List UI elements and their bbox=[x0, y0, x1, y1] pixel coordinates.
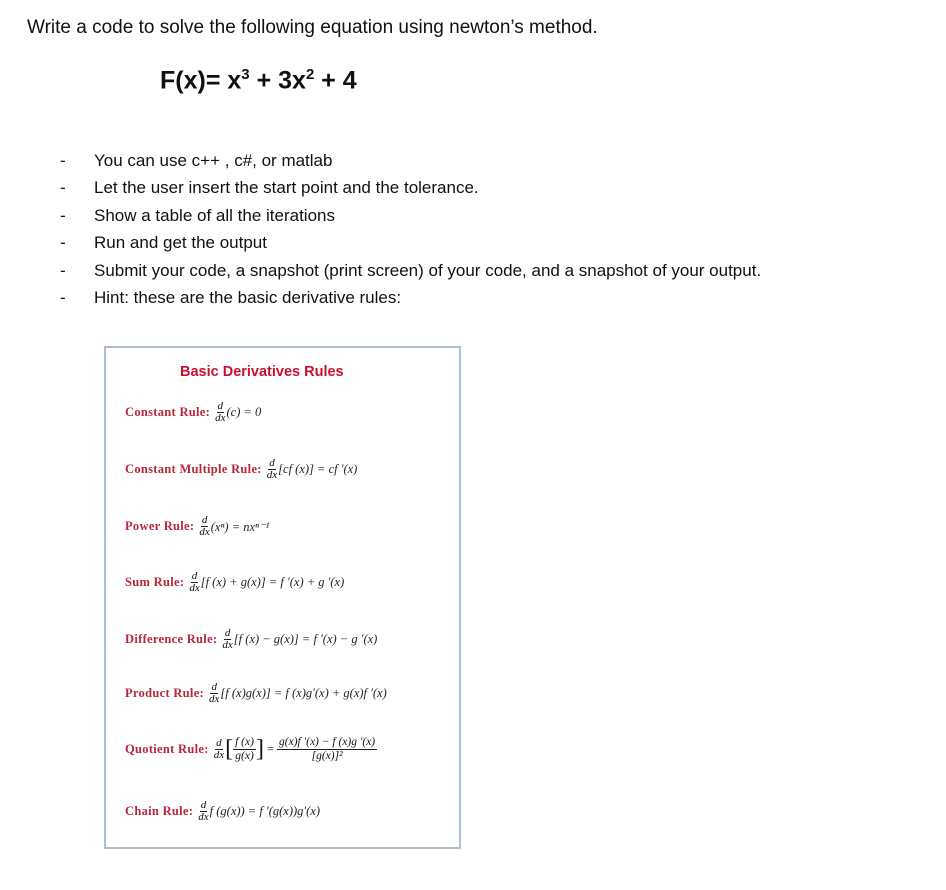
rule-label: Product Rule: bbox=[125, 686, 205, 700]
bullet-dash: - bbox=[60, 233, 66, 252]
quotient-result-fraction: $\frac{g(x)f '(x) - f (x)g '(x)}{\text{[g(x)]²}}$ bbox=[279, 736, 376, 762]
equation-part: F(x)= x bbox=[160, 66, 242, 95]
rule-label: Difference Rule: bbox=[125, 632, 218, 646]
rule-chain bbox=[125, 800, 320, 823]
rule-power bbox=[125, 515, 269, 538]
rule-label: Power Rule: bbox=[125, 519, 195, 533]
list-item-text: Let the user insert the start point and the tolerance. bbox=[94, 178, 479, 197]
equation-exponent: 3 bbox=[241, 66, 250, 83]
list-item-text: Submit your code, a snapshot (print screen) of your code, and a snapshot of your output. bbox=[94, 261, 762, 280]
rule-expression: [f (x) + g(x)] = f ′(x) + g ′(x) bbox=[200, 575, 345, 589]
ddx-operator: $\frac{d}{dx}$ bbox=[189, 570, 200, 594]
equation-part: + 3x bbox=[249, 66, 306, 95]
rule-constant bbox=[125, 401, 261, 424]
rule-label: Constant Multiple Rule: bbox=[125, 462, 262, 476]
list-item-text: Run and get the output bbox=[94, 233, 267, 252]
question-title: Write a code to solve the following equation using newton’s method. bbox=[27, 17, 598, 38]
ddx-operator: $\frac{d}{dx}$ bbox=[213, 737, 225, 761]
rule-quotient: Quotient Rule: $\frac{d}{dx}$ [ f (x) g(x) ] = $\frac{g(x)f '(x) - f (x)g '(x)}{\text{[g(x)]²}}$ bbox=[125, 736, 376, 762]
rule-label: Sum Rule: bbox=[125, 575, 185, 589]
rules-heading: Basic Derivatives Rules bbox=[180, 364, 344, 380]
bullet-dash: - bbox=[60, 206, 66, 225]
bullet-dash: - bbox=[60, 178, 66, 197]
list-item-text: You can use c++ , c#, or matlab bbox=[94, 151, 333, 170]
ddx-operator: $\frac{d}{dx}$ bbox=[222, 627, 233, 651]
rule-sum bbox=[125, 571, 344, 594]
equation-part: + 4 bbox=[314, 66, 357, 95]
rule-label: Constant Rule: bbox=[125, 405, 211, 419]
ddx-operator: $\frac{d}{dx}$ bbox=[266, 457, 278, 481]
list-item-text: Hint: these are the basic derivative rules: bbox=[94, 288, 402, 307]
rule-product bbox=[125, 682, 387, 705]
bullet-dash: - bbox=[60, 151, 66, 170]
list-item-text: Show a table of all the iterations bbox=[94, 206, 335, 225]
ddx-operator: $\frac{d}{dx}$ bbox=[199, 514, 210, 538]
equation bbox=[160, 66, 357, 95]
ddx-operator: $\frac{d}{dx}$ bbox=[198, 799, 209, 823]
rule-expression: (xⁿ) = nxⁿ⁻¹ bbox=[210, 519, 270, 534]
ddx-operator: $\frac{d}{dx}$ bbox=[215, 400, 226, 424]
rule-expression: [cf (x)] = cf ′(x) bbox=[278, 462, 358, 476]
rule-expression: [f (x)g(x)] = f (x)g′(x) + g(x)f ′(x) bbox=[220, 686, 387, 700]
rule-expression: (c) = 0 bbox=[226, 405, 262, 419]
rule-expression: [f (x) − g(x)] = f ′(x) − g ′(x) bbox=[233, 632, 378, 646]
rule-label: Chain Rule: bbox=[125, 804, 194, 818]
equation-exponent: 2 bbox=[305, 66, 315, 83]
rule-difference bbox=[125, 628, 377, 651]
quotient-inner-fraction: f (x) g(x) bbox=[235, 736, 254, 762]
ddx-operator: $\frac{d}{dx}$ bbox=[209, 681, 220, 705]
rule-constant-multiple bbox=[125, 458, 357, 481]
bullet-dash: - bbox=[60, 261, 66, 280]
rule-label: Quotient Rule: bbox=[125, 742, 209, 756]
rule-expression: f (g(x)) = f ′(g(x))g′(x) bbox=[209, 804, 321, 818]
bullet-dash: - bbox=[60, 288, 66, 307]
